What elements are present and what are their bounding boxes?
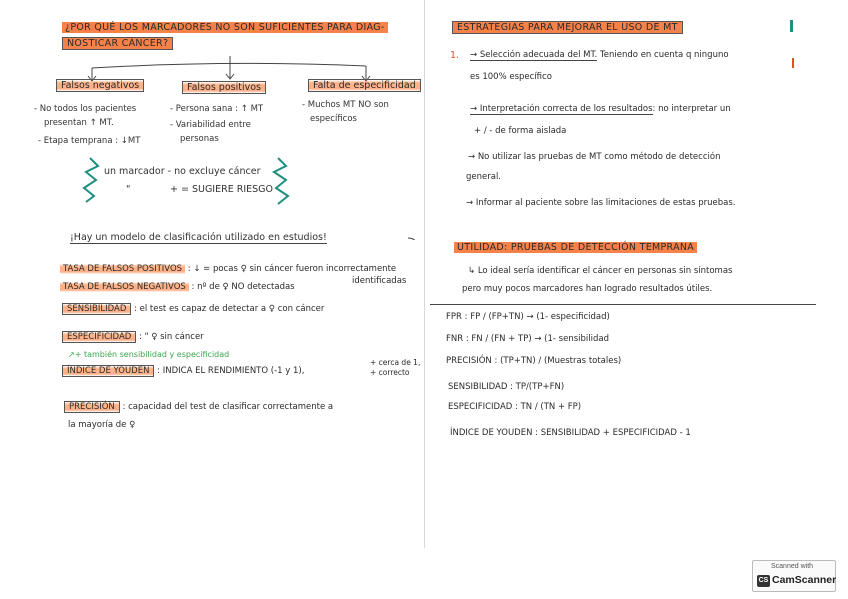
note-fp-2: - Variabilidad entre — [170, 120, 251, 130]
note-fn-2: presentan ↑ MT. — [44, 118, 114, 128]
teal-mark — [790, 20, 793, 32]
strategy-4: → Informar al paciente sobre las limitaciones de estas pruebas. — [466, 198, 736, 208]
red-mark — [792, 58, 794, 68]
formula-fpr: FPR : FP / (FP+TN) → (1- especificidad) — [446, 312, 610, 322]
marker-line-2: + = SUGIERE RIESGO — [170, 184, 274, 195]
strategy-1-cont: es 100% específico — [470, 72, 552, 82]
green-note: ↗+ también sensibilidad y especificidad — [68, 350, 230, 359]
def-sensitivity: SENSIBILIDAD : el test es capaz de detectar a ♀ con cáncer — [62, 304, 324, 314]
formula-youden: ÍNDICE DE YOUDEN : SENSIBILIDAD + ESPECIFICIDAD - 1 — [450, 428, 691, 438]
formula-specificity: ESPECIFICIDAD : TN / (TN + FP) — [448, 402, 582, 412]
youden-side-2: + correcto — [370, 368, 410, 377]
branch-false-positives: Falsos positivos — [182, 82, 266, 93]
note-spec-2: específicos — [310, 114, 357, 124]
formula-precision: PRECISIÓN : (TP+TN) / (Muestras totales) — [446, 356, 622, 366]
marker-line-1: un marcador - no excluye cáncer — [104, 166, 261, 177]
strategy-2: → Interpretación correcta de los resultados: no interpretar un — [470, 104, 731, 114]
utility-line-2: pero muy pocos marcadores han logrado resultados útiles. — [462, 284, 713, 294]
strategy-2-cont: + / - de forma aislada — [474, 126, 567, 136]
left-title-line1: ¿POR QUÉ LOS MARCADORES NO SON SUFICIENTES PARA DIAG- — [62, 22, 388, 33]
formula-fnr: FNR : FN / (FN + TP) → (1- sensibilidad — [446, 334, 609, 344]
branch-false-negatives: Falsos negativos — [56, 80, 144, 91]
def-fpr-cont: identificadas — [352, 276, 407, 286]
note-spec-1: - Muchos MT NO son — [302, 100, 389, 110]
def-specificity: ESPECIFICIDAD : " ♀ sin cáncer — [62, 332, 204, 342]
def-precision-cont: la mayoría de ♀ — [68, 420, 136, 430]
strategy-1: → Selección adecuada del MT. Teniendo en cuenta q ninguno — [470, 50, 729, 60]
branch-lack-specificity: Falta de especificidad — [308, 80, 421, 91]
youden-side-1: + cerca de 1, — [370, 358, 421, 367]
model-heading: ¡Hay un modelo de clasificación utilizado en estudios! — [70, 232, 327, 243]
section-rule — [430, 304, 816, 305]
page-divider — [424, 0, 425, 548]
strategies-title: ESTRATEGIAS PARA MEJORAR EL USO DE MT — [452, 22, 683, 33]
utility-title: UTILIDAD: PRUEBAS DE DETECCIÓN TEMPRANA — [454, 242, 697, 253]
camscanner-badge: Scanned with CS CamScanner — [752, 560, 836, 592]
strategy-3-cont: general. — [466, 172, 502, 182]
camscanner-logo-icon: CS — [757, 575, 770, 587]
formula-sensitivity: SENSIBILIDAD : TP/(TP+FN) — [448, 382, 565, 392]
left-title-line2: NOSTICAR CÁNCER? — [62, 38, 173, 49]
def-fpr: TASA DE FALSOS POSITIVOS : ↓ = pocas ♀ sin cáncer fueron incorrectamente — [60, 264, 396, 274]
marker-line-2-ditto: " — [126, 184, 131, 195]
note-fn-3: - Etapa temprana : ↓MT — [38, 136, 141, 146]
note-fn-1: - No todos los pacientes — [34, 104, 137, 114]
note-fp-3: personas — [180, 134, 219, 144]
def-precision: PRECISIÓN : capacidad del test de clasificar correctamente a — [64, 402, 333, 412]
strategy-3: → No utilizar las pruebas de MT como método de detección — [468, 152, 721, 162]
def-fnr: TASA DE FALSOS NEGATIVOS : nº de ♀ NO detectadas — [60, 282, 295, 292]
strategies-number: 1. — [450, 50, 460, 61]
note-fp-1: - Persona sana : ↑ MT — [170, 104, 264, 114]
def-youden: ÍNDICE DE YOUDEN : INDICA EL RENDIMIENTO (-1 y 1), — [62, 366, 304, 376]
utility-line-1: ↳ Lo ideal sería identificar el cáncer en personas sin síntomas — [468, 266, 733, 276]
